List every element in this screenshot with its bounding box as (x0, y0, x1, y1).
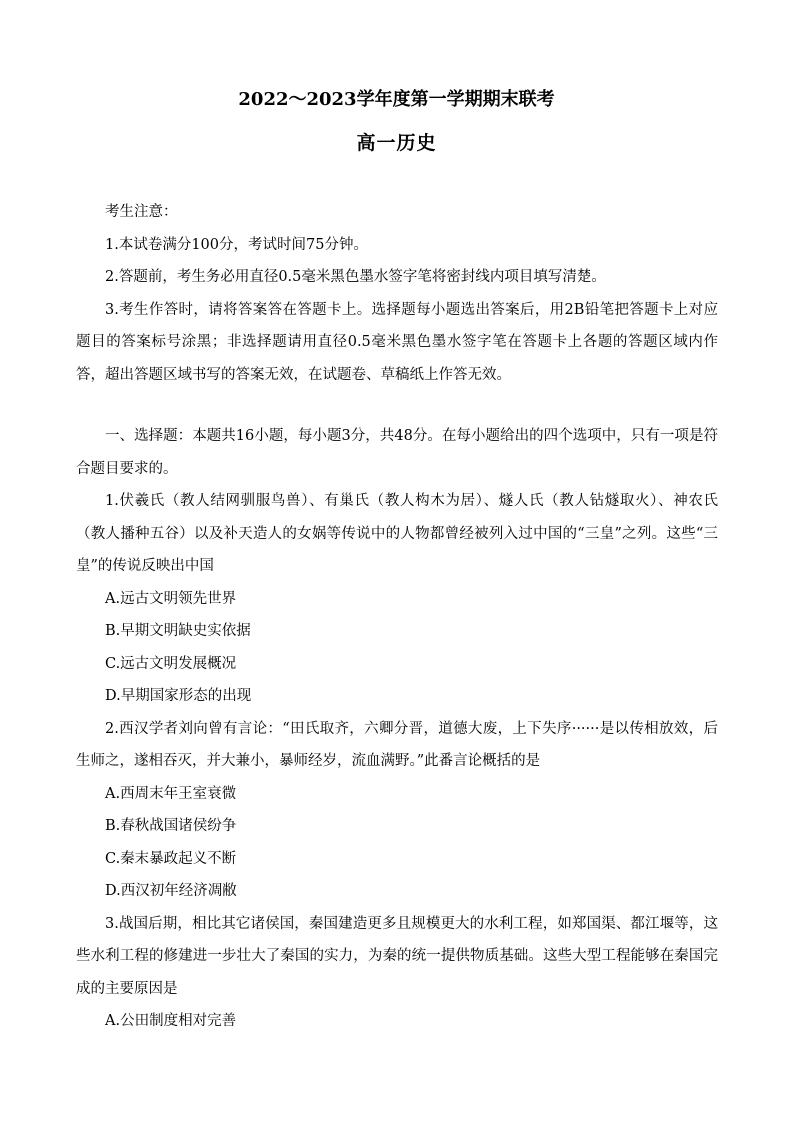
question-option: A.西周末年王室衰微 (105, 785, 237, 802)
exam-subject: 高一历史 (356, 132, 437, 154)
notice-item: 1.本试卷满分100分，考试时间75分钟。 (105, 236, 368, 253)
notice-item: 2.答题前，考生务必用直径0.5毫米黑色墨水签字笔将密封线内项目填写清楚。 (105, 269, 606, 285)
question-option: D.西汉初年经济凋敝 (105, 883, 237, 899)
notice-heading: 考生注意： (105, 204, 178, 220)
question-option: D.早期国家形态的出现 (105, 688, 252, 704)
question-stem: 1.伏羲氏（教人结网驯服鸟兽）、有巢氏（教人构木为居）、燧人氏（教人钻燧取火）、神农氏（教人播种五谷）以及补天造人的女娲等传说中的人物都曾经被列入过中国的“三皇”之列。这些“三皇”的传说反映出中国 (76, 493, 718, 574)
question-option: C.远古文明发展概况 (105, 655, 237, 672)
section-intro: 一、选择题：本题共16小题，每小题3分，共48分。在每小题给出的四个选项中，只有一项是符合题目要求的。 (76, 428, 718, 477)
question-option: A.远古文明领先世界 (105, 590, 237, 607)
question-stem: 2.西汉学者刘向曾有言论：“田氏取齐，六卿分晋，道德大废，上下失序······是以传相放效，后生师之，遂相吞灭，并大兼小，暴师经岁，流血满野。”此番言论概括的是 (76, 720, 718, 769)
question-option: B.早期文明缺史实依据 (105, 623, 251, 639)
question-option: B.春秋战国诸侯纷争 (105, 818, 237, 834)
question-stem: 3.战国后期，相比其它诸侯国，秦国建造更多且规模更大的水利工程，如郑国渠、都江堰等，这些水利工程的修建进一步壮大了秦国的实力，为秦的统一提供物质基础。这些大型工程能够在秦国完成的主要原因是 (76, 915, 718, 997)
notice-item: 3.考生作答时，请将答案答在答题卡上。选择题每小题选出答案后，用2B铅笔把答题卡上对应题目的答案标号涂黑；非选择题请用直径0.5毫米黑色墨水签字笔在答题卡上各题的答题区域内作答，超出答题区域书写的答案无效，在试题卷、草稿纸上作答无效。 (76, 301, 718, 383)
section-gap (76, 391, 718, 420)
question-option: A.公田制度相对完善 (105, 1013, 237, 1029)
exam-title: 2022～2023学年度第一学期期末联考 (238, 89, 555, 110)
question-option: C.秦末暴政起义不断 (105, 850, 237, 867)
exam-body (76, 196, 718, 1038)
